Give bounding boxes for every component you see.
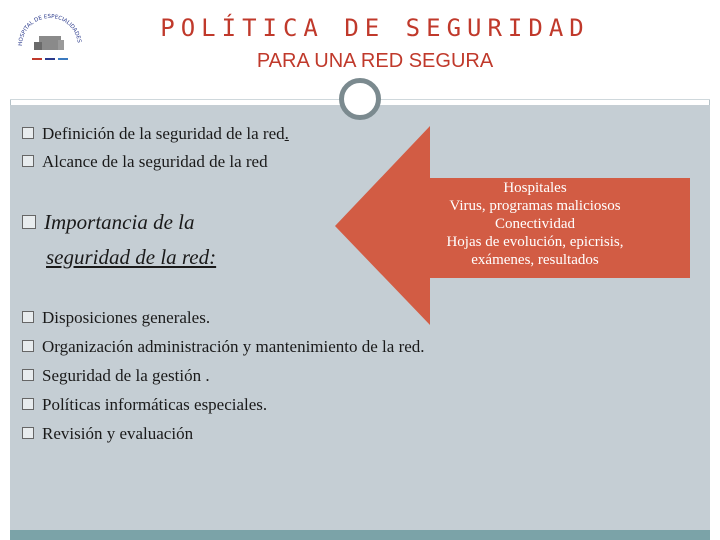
bullet-item: Disposiciones generales. xyxy=(22,308,210,328)
bullet-alcance: Alcance de la seguridad de la red xyxy=(22,152,268,172)
bullet-definicion: Definición de la seguridad de la red. xyxy=(22,124,289,144)
bullet-box-icon xyxy=(22,369,34,381)
bullet-box-icon xyxy=(22,427,34,439)
arrow-line: Conectividad xyxy=(495,216,575,232)
bullet-box-icon xyxy=(22,311,34,323)
bullet-box-icon xyxy=(22,215,36,229)
arrow-line: Virus, programas maliciosos xyxy=(449,198,621,214)
hospital-logo xyxy=(12,6,88,66)
bottom-bar xyxy=(10,530,710,540)
bullet-box-icon xyxy=(22,340,34,352)
slide-title: POLÍTICA DE SEGURIDAD xyxy=(160,14,590,42)
arrow-line: Hojas de evolución, epicrisis, xyxy=(446,234,624,250)
importance-heading: Importancia de la xyxy=(22,210,194,235)
arrow-line: Hospitales xyxy=(503,180,567,196)
arrow-line: exámenes, resultados xyxy=(471,252,599,268)
importance-subheading: seguridad de la red: xyxy=(46,245,217,269)
bullet-item: Revisión y evaluación xyxy=(22,424,193,444)
bullet-box-icon xyxy=(22,155,34,167)
circle-ornament xyxy=(339,78,381,120)
bullet-box-icon xyxy=(22,127,34,139)
logo-arc-text: HOSPITAL DE ESPECIALIDADES xyxy=(17,13,82,47)
bullet-item: Seguridad de la gestión . xyxy=(22,366,210,386)
slide-subtitle: PARA UNA RED SEGURA xyxy=(256,50,494,72)
bullet-item: Políticas informáticas especiales. xyxy=(22,395,267,415)
bullet-item: Organización administración y mantenimiento de la red. xyxy=(22,337,425,357)
bullet-box-icon xyxy=(22,398,34,410)
arrow-text xyxy=(420,179,650,269)
